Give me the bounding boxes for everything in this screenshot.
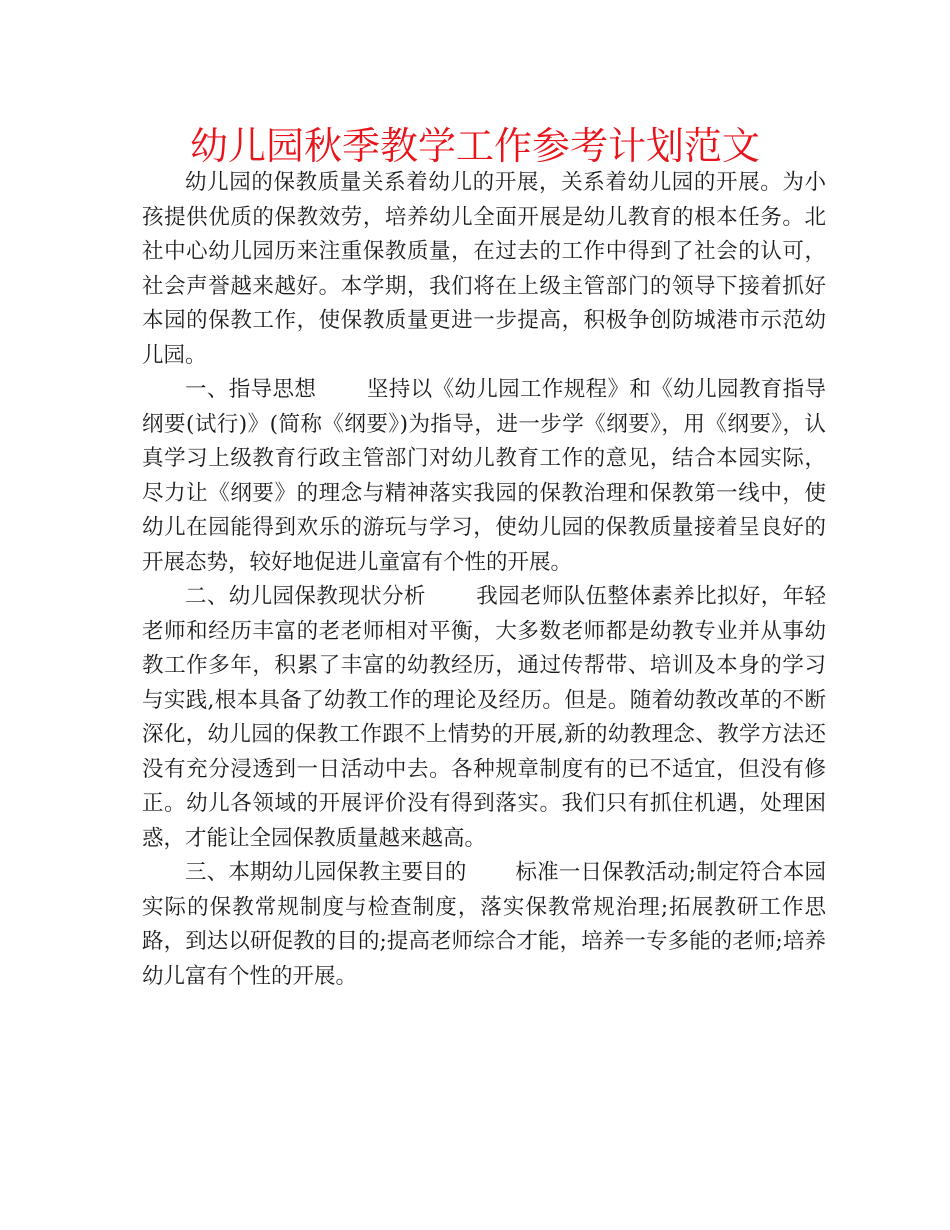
heading-spacer — [426, 584, 477, 609]
section-heading: 二、幼儿园保教现状分析 — [185, 584, 426, 609]
paragraph-intro — [142, 166, 826, 373]
document-body — [142, 166, 826, 994]
paragraph-status-analysis — [142, 580, 826, 856]
heading-spacer — [316, 377, 367, 402]
section-heading: 一、指导思想 — [185, 377, 317, 402]
paragraph-guiding-ideology — [142, 373, 826, 580]
paragraph-text: 标准一日保教活动;制定符合本园实际的保教常规制度与检查制度，落实保教常规治理;拓展教研工作思路，到达以研促教的目的;提高老师综合才能，培养一专多能的老师;培养幼儿富有个性的开展。 — [142, 860, 826, 989]
heading-spacer — [467, 860, 516, 885]
document-title: 幼儿园秋季教学工作参考计划范文 — [189, 124, 760, 168]
paragraph-main-goals — [142, 856, 826, 994]
paragraph-text: 坚持以《幼儿园工作规程》和《幼儿园教育指导纲要(试行)》(简称《纲要》)为指导，进一步学《纲要》，用《纲要》，认真学习上级教育行政主管部门对幼儿教育工作的意见，结合本园实际，尽力让《纲要》的理念与精神落实我园的保教治理和保教第一线中，使幼儿在园能得到欢乐的游玩与学习，使幼儿园的保教质量接着呈良好的开展态势，较好地促进儿童富有个性的开展。 — [142, 377, 826, 575]
paragraph-text: 我园老师队伍整体素养比拟好，年轻老师和经历丰富的老老师相对平衡，大多数老师都是幼教专业并从事幼教工作多年，积累了丰富的幼教经历，通过传帮带、培训及本身的学习与实践,根本具备了幼教工作的理论及经历。但是。随着幼教改革的不断深化，幼儿园的保教工作跟不上情势的开展,新的幼教理念、教学方法还没有充分浸透到一日活动中去。各种规章制度有的已不适宜，但没有修正。幼儿各领域的开展评价没有得到落实。我们只有抓住机遇，处理困惑，才能让全园保教质量越来越高。 — [142, 584, 826, 851]
paragraph-text: 幼儿园的保教质量关系着幼儿的开展，关系着幼儿园的开展。为小孩提供优质的保教效劳，培养幼儿全面开展是幼儿教育的根本任务。北社中心幼儿园历来注重保教质量，在过去的工作中得到了社会的认可，社会声誉越来越好。本学期，我们将在上级主管部门的领导下接着抓好本园的保教工作，使保教质量更进一步提高，积极争创防城港市示范幼儿园。 — [142, 170, 826, 368]
section-heading: 三、本期幼儿园保教主要目的 — [185, 860, 467, 885]
